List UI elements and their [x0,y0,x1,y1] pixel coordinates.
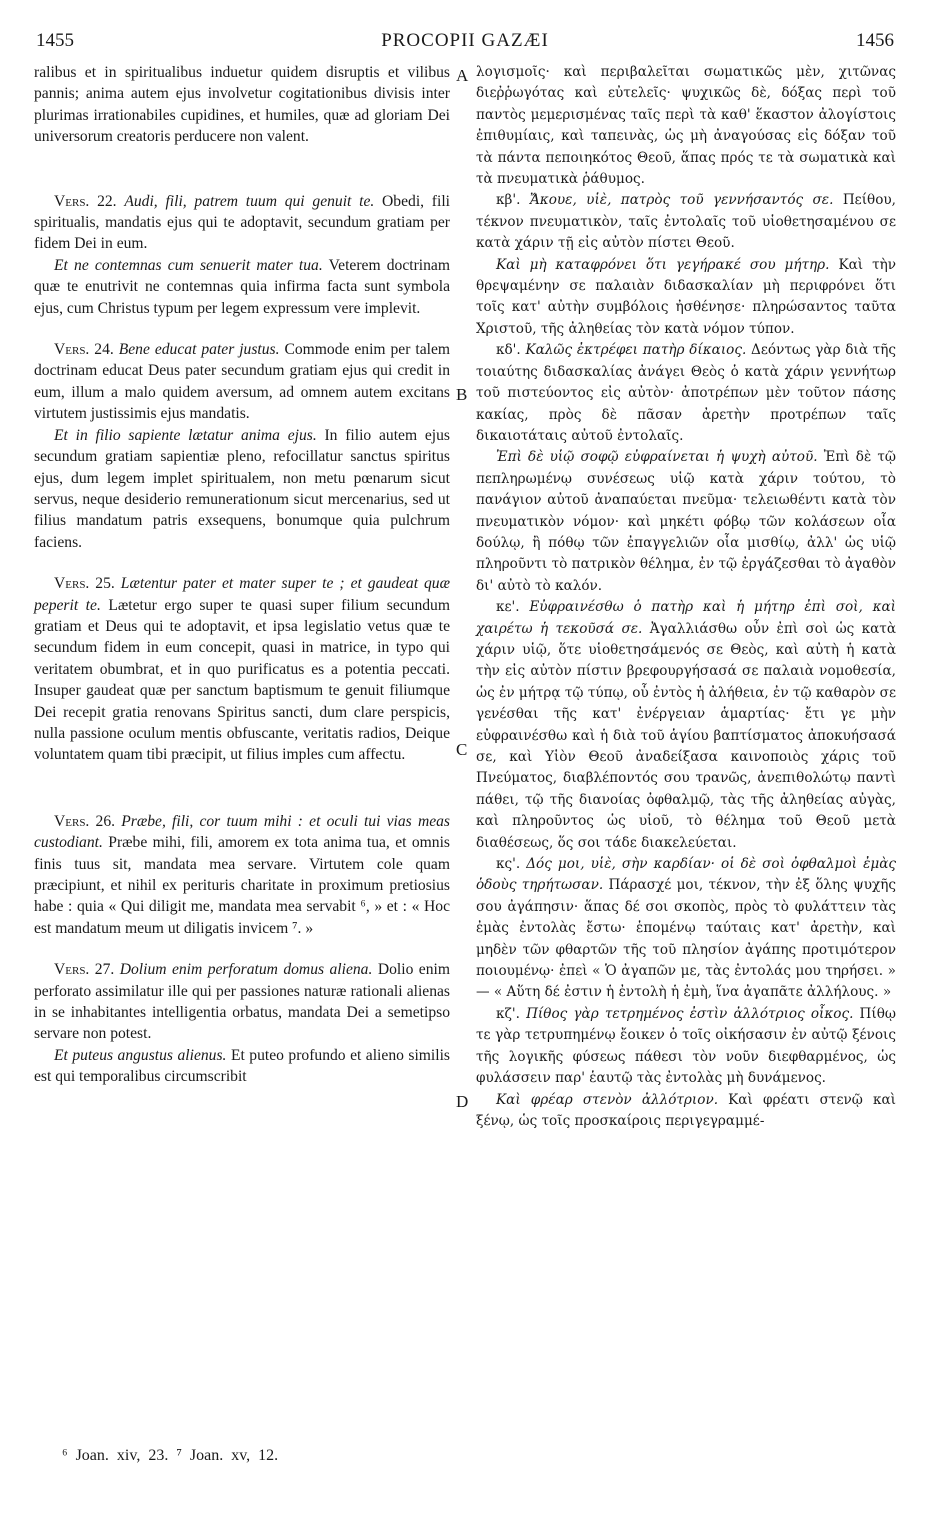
left-page-number: 1455 [36,30,74,51]
greek-paragraph: λογισμοῖς· καὶ περιβαλεῖται σωματικῶς μὲν, χιτῶνας διεῤῥωγότας καὶ εὐτελεῖς· ψυχικῶς δὲ, δόξας περὶ τοῦ παντὸς μεμερισμένας ταῖς περὶ τὰ καθ' ἕκαστον ἀλογίστοις ἐπιθυμίαις, καὶ ταπεινὰς, ὡς μὴ ἀναγούσας εἰς δόξαν τοῦ τὰ πάντα πεποιηκότος Θεοῦ, ἅπας πρός τε τὰ σωματικὰ καὶ τὰ πνευματικὰ ῥάθυμος. [476,64,896,188]
greek-verse-25: κε'. Εὐφραινέσθω ὁ πατὴρ καὶ ἡ μήτηρ ἐπὶ σοὶ, καὶ χαιρέτω ἡ τεκοῦσά σε. Ἀγαλλιάσθω οὖν ἐπὶ σοὶ ὡς κατὰ χάριν υἱῷ, ὅτε υἱοθετησάμενός σε Θεὸς, καὶ αὐτὴ ἡ κατὰ τὴν εἰς αὐτὸν πίστιν βρεφουργήσασά σε παλαιὰ νομοθεσία, ὡς ἐν μήτρᾳ τῷ τύπῳ, οὗ ἐντὸς ἡ ἀλήθεια, ἐν τῷ καθαρὸν σε γενέσθαι τῆς κατ' ἐνέργειαν ἁμαρτίας· ἔτι γε μὴν εὐφραινέσθω καὶ ἡ διὰ τοῦ ἁγίου βαπτίσματος ἀποκυήσασά σε, καὶ Υἱὸν Θεοῦ ἀναδείξασα καινοποιὸς χάρις τοῦ Πνεύματος, διαβλέποντός σου τρανῶς, ἀνεπιθολώτῳ παντὶ πάθει, τῷ τῆς διανοίας ὀφθαλμῷ, τὰς τῆς ἀληθείας αὐγὰς, καὶ πληροῦντος ὡς υἱοῦ, τὸ θέλημα τοῦ Θεοῦ μετὰ διαθέσεως, ὅς σοι τάδε διακελεύεται. [476,599,897,851]
greek-verse-26: κς'. Δός μοι, υἱὲ, σὴν καρδίαν· οἱ δὲ σοὶ ὀφθαλμοὶ ἐμὰς ὁδοὺς τηρήτωσαν. Πάρασχέ μοι, τέκνον, τὴν ἐξ ὅλης ψυχῆς σου ἀγάπησιν· ἅπας δέ σοι σκοπὸς, πρὸς τὸ φυλάττειν τὰς ἐμὰς ἐντολὰς ἔστω· ἑπομένῳ ταύταις κατ' ἀρετὴν, καὶ μηδὲν τῶν φθαρτῶν τῆς τοῦ πλησίον ἀγάπης προτιμότερον ποιουμένῳ· ἐπεὶ « Ὁ ἀγαπῶν με, τὰς ἐντολάς μου τηρήσει. » — « Αὕτη δέ ἐστιν ἡ ἐντολὴ ἡ ἐμὴ, ἵνα ἀγαπᾶτε ἀλλήλους. » [476,856,897,1001]
running-title: PROCOPII GAZÆI [381,30,549,51]
greek-column [476,62,896,1132]
latin-verse-26: Vers. 26. Præbe, fili, cor tuum mihi : et oculi tui vias meas custodiant. Præbe mihi, fili, amorem ex tota anima tua, et omnis finis tuus sit, mandata mea servare. Virtutem cole quam præcipiunt, et nihil ex perituris charitate in proximum pretiosius habe : quia « Qui diligit me, mandata mea servabit ⁶, » et : « Hoc est mandatum meum ut diligatis invicem ⁷. » [34,812,450,937]
latin-verse-22b: Et ne contemnas cum senuerit mater tua. Veterem doctrinam quæ te enutrivit ne contemnas quia infirma facta sunt symbola ejus, cum Christus typum per legem expressum vere implevit. [34,256,450,317]
latin-verse-24: Vers. 24. Bene educat pater justus. Commode enim per talem doctrinam educat Deus pater secundum gratiam ejus qui credit in eum, illum a malo quidem aversum, ad omnem autem excitans virtutem justissimis ejus mandatis. [34,341,450,423]
greek-verse-24: κδ'. Καλῶς ἐκτρέφει πατὴρ δίκαιος. Δεόντως γὰρ διὰ τῆς τοιαύτης διδασκαλίας ἀνάγει Θεὸς ὁ κατὰ χάριν γεννήτωρ τοῦ πιστεύοντος εἰς αὐτὸν· ἀποτρέπων μὲν τοῦτον πάσης κακίας, πρὸς δὲ πᾶσαν ἀρετὴν προτρέπων ταῖς δικαιοτάταις αὐτοῦ ἐντολαῖς. [476,342,896,444]
footnotes: ⁶ Joan. xiv, 23. ⁷ Joan. xv, 12. [62,1447,279,1464]
latin-verse-27b: Et puteus angustus alienus. Et puteo profundo et alieno similis est qui temporalibus circumscribit [34,1046,450,1086]
latin-verse-22: Vers. 22. Audi, fili, patrem tuum qui genuit te. Obedi, fili spiritualis, mandatis ejus qui te adoptavit, secundum gratiam per fidem Dei in eum. [34,192,450,253]
latin-column [34,62,450,1088]
page-header [36,30,894,56]
latin-verse-27: Vers. 27. Dolium enim perforatum domus aliena. Dolio enim perforato assimilatur ille qui per passiones naturæ rationali alienas in se inhabitantes intelligentia orbatus, mandata Dei a semetipso servare non potest. [34,961,450,1043]
margin-marker-a: A [456,66,469,85]
margin-marker-c: C [456,740,468,759]
greek-verse-22: κβ'. Ἄκουε, υἱὲ, πατρὸς τοῦ γεννήσαντός σε. Πείθου, τέκνον πνευματικὸν, ταῖς ἐντολαῖς τοῦ υἱοθετησαμένου σε κατὰ χάριν τῇ εἰς αὐτὸν πίστει Θεοῦ. [476,192,896,252]
margin-marker-d: D [456,1092,469,1111]
latin-paragraph: ralibus et in spiritualibus induetur quidem disruptis et vilibus pannis; anima autem ejus involvetur cogitationibus divisis inter plurimas irrationabiles cupidines, et humiles, quæ ad gloriam Dei universorum creatoris perducere non valent. [34,64,450,146]
greek-verse-24b: Ἐπὶ δὲ υἱῷ σοφῷ εὐφραίνεται ἡ ψυχὴ αὐτοῦ. Ἐπὶ δὲ τῷ πεπληρωμένῳ συνέσεως υἱῷ κατὰ χάριν τούτου, τὸ πανάγιον αὐτοῦ ἀναπαύεται πνεῦμα· τελειωθέντι κατὰ τὸν πνευματικὸν νόμον· καὶ μηκέτι φόβῳ τῶν κολάσεων οἷα δούλῳ, ἢ πόθῳ τῶν ἐπαγγελιῶν οἷα μισθίῳ, ἀλλ' ὡς υἱῷ πληροῦντι τὸ πατρικὸν θέλημα, ἐν τῷ ἐργάζεσθαι τὸ ἀγαθὸν δι' αὐτὸ τὸ καλόν. [476,449,896,594]
margin-marker-b: B [456,385,468,404]
greek-verse-27b: Καὶ φρέαρ στενὸν ἀλλότριον. Καὶ φρέατι στενῷ καὶ ξένῳ, ὡς τοῖς προσκαίροις περιγεγραμμέ- [476,1091,896,1129]
latin-verse-24b: Et in filio sapiente lætatur anima ejus. In filio autem ejus secundum gratiam sapientiæ pleno, refocillatur sanctus spiritus ejus, dum legem implet spiritualem, non metu pœnarum sicut servus, neque desiderio remunerationum sicut mercenarius, sed ut filius mandatum patris exsequens, bonumque quia pulchrum faciens. [34,426,450,551]
greek-verse-22b: Καὶ μὴ καταφρόνει ὅτι γεγήρακέ σου μήτηρ. Καὶ τὴν θρεψαμένην σε παλαιὰν διδασκαλίαν μὴ περιφρόνει ὅτι τοῖς κατ' αὐτὴν συμβόλοις ἠσθένησε· πληρώσαντος ταῦτα Χριστοῦ, τῆς ἀληθείας τὸν κατὰ νόμον τύπον. [476,256,896,337]
right-page-number: 1456 [856,30,894,51]
greek-verse-27: κζ'. Πίθος γὰρ τετρημένος ἐστὶν ἀλλότριος οἶκος. Πίθῳ τε γὰρ τετρυπημένῳ ἔοικεν ὁ τοῖς οἰκήσασιν ἐν αὐτῷ ξένοις τῆς λογικῆς φύσεως πάθεσι τὸν νοῦν διεφθαρμένος, ὡς φυλάσσειν παρ' ἑαυτῷ τὰς ἐντολὰς μὴ δυνάμενος. [476,1005,897,1087]
latin-verse-25: Vers. 25. Lætentur pater et mater super te ; et gaudeat quæ peperit te. Lætetur ergo super te quasi super filium secundum gratiam et Deus qui te adoptavit, et ipsa legislatio vetus quæ te secundum fidem in eum concepit, quasi in matrice, in typo qui veritatem obumbrat, et in quo purificatus es a potentia peccati. Insuper gaudeat quæ per sanctum baptismum te genuit filiumque Dei recepit gratia renovans Spiritus sancti, dum clare perspicis, nulla passione oculum mentis obfuscante, veritatis radios, Deique voluntatem quam tibi præcipit, ut filius imples cum affectu. [34,575,451,764]
